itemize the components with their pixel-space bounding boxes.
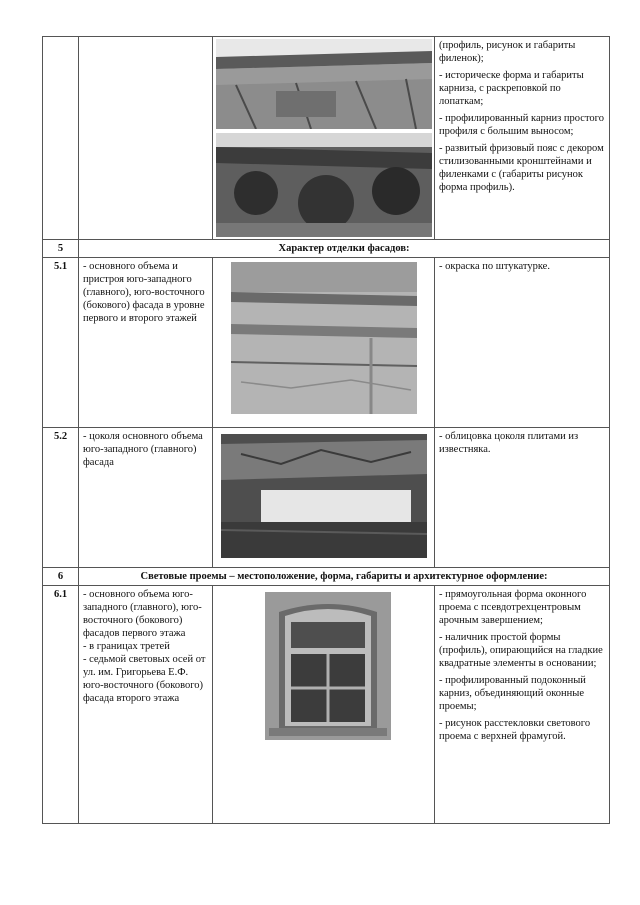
facade-finish-photo bbox=[231, 262, 417, 414]
description-item: - окраска по штукатурке. bbox=[439, 261, 550, 272]
location-item: - основного объема юго-западного (главного), юго-восточного (бокового) фасадов первого этажа bbox=[83, 589, 202, 639]
description-item: - прямоугольная форма оконного проема с псевдотрехцентровым арочным завершением; bbox=[439, 589, 587, 626]
description-item: - профилированный карниз простого профиля с большим выносом; bbox=[439, 113, 604, 137]
description-cell bbox=[435, 428, 610, 568]
table-row-6-1 bbox=[43, 586, 610, 824]
heritage-table bbox=[42, 36, 610, 824]
description-cell bbox=[435, 37, 610, 240]
row-number: 5.1 bbox=[43, 258, 79, 428]
section-title: Световые проемы – местоположение, форма, габариты и архитектурное оформление: bbox=[79, 568, 610, 586]
location-cell bbox=[79, 586, 213, 824]
location-cell: - цоколя основного объема юго-западного (главного) фасада bbox=[79, 428, 213, 568]
table-row-continuation bbox=[43, 37, 610, 240]
section-number: 5 bbox=[43, 240, 79, 258]
cornice-photo-bottom bbox=[216, 133, 432, 237]
location-item: - в границах третей bbox=[83, 641, 170, 652]
plinth-photo bbox=[221, 434, 427, 558]
photo-cell bbox=[213, 37, 435, 240]
window-photo bbox=[265, 592, 391, 740]
row-number: 5.2 bbox=[43, 428, 79, 568]
photo-cell bbox=[213, 258, 435, 428]
description-item: - развитый фризовый пояс с декором стилизованными кронштейнами и филенками с (габариты рисунок форма профиль). bbox=[439, 143, 604, 193]
description-item: - наличник простой формы (профиль), опирающийся на гладкие квадратные элементы в основании; bbox=[439, 632, 603, 669]
location-cell: - основного объема и пристроя юго-западного (главного), юго-восточного (бокового) фасада в уровне первого и второго этажей bbox=[79, 258, 213, 428]
photo-cell bbox=[213, 428, 435, 568]
description-item: - облицовка цоколя плитами из известняка. bbox=[439, 431, 579, 455]
section-header-row bbox=[43, 568, 610, 586]
photo-cell bbox=[213, 586, 435, 824]
row-number bbox=[43, 37, 79, 240]
row-number: 6.1 bbox=[43, 586, 79, 824]
location-item: - седьмой световых осей от ул. им. Григорьева Е.Ф. юго-восточного (бокового) фасада второго этажа bbox=[83, 654, 206, 704]
section-header-row bbox=[43, 240, 610, 258]
table-row-5-2 bbox=[43, 428, 610, 568]
description-item: - профилированный подоконный карниз, объединяющий оконные проемы; bbox=[439, 675, 586, 712]
description-cell bbox=[435, 258, 610, 428]
description-item: (профиль, рисунок и габариты филенок); bbox=[439, 40, 576, 64]
description-item: - рисунок расстекловки светового проема с верхней фрамугой. bbox=[439, 718, 591, 742]
section-number: 6 bbox=[43, 568, 79, 586]
description-item: - историческе форма и габариты карниза, с раскреповкой по лопаткам; bbox=[439, 70, 584, 107]
description-cell bbox=[435, 586, 610, 824]
table-row-5-1 bbox=[43, 258, 610, 428]
section-title: Характер отделки фасадов: bbox=[79, 240, 610, 258]
location-cell bbox=[79, 37, 213, 240]
cornice-photo-top bbox=[216, 39, 432, 129]
